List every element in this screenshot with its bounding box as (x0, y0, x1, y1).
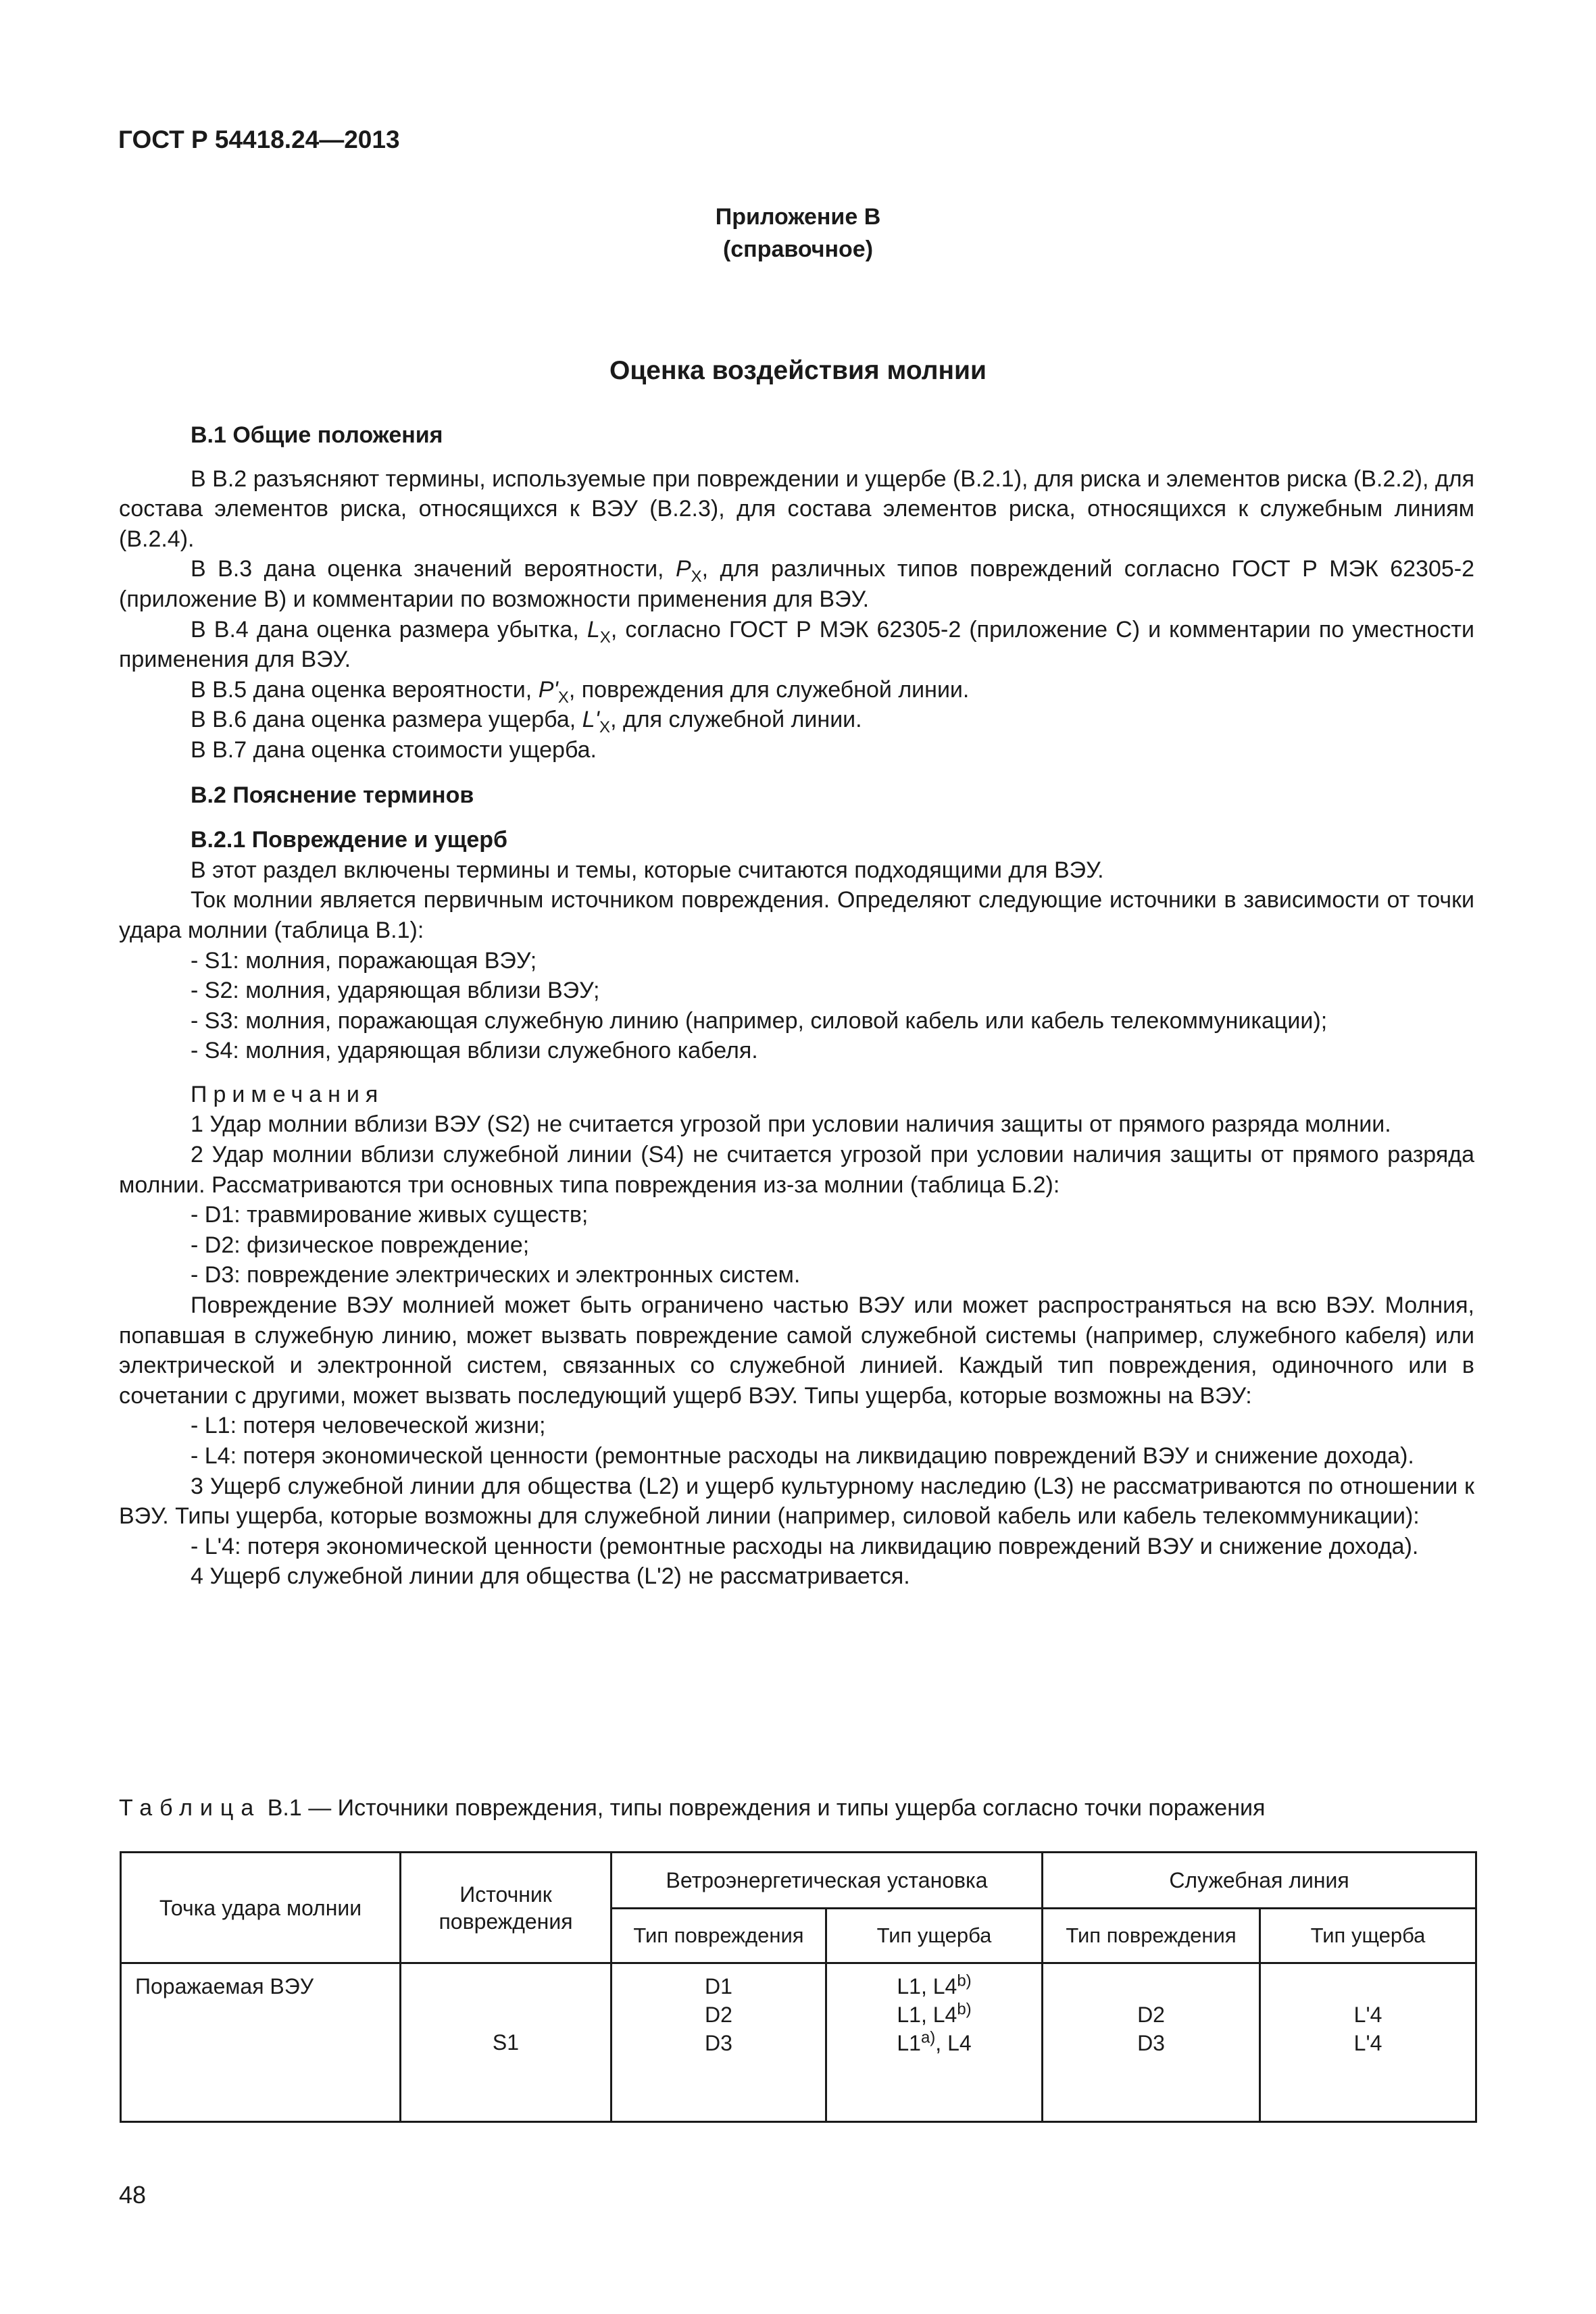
table-caption-label: Таблица (119, 1795, 261, 1821)
list-item: - S1: молния, поражающая ВЭУ; (191, 947, 537, 974)
table-cell-line-damage: D2 D3 (1043, 1963, 1260, 2122)
list-item: - D2: физическое повреждение; (191, 1232, 530, 1258)
list-item: - S3: молния, поражающая служебную линию (например, силовой кабель или кабель телекоммуникации); (191, 1007, 1328, 1034)
paragraph: В этот раздел включены термины и темы, которые считаются подходящими для ВЭУ. (191, 857, 1104, 883)
section-heading-b2: В.2 Пояснение терминов (191, 782, 474, 808)
column-header-loss-type: Тип ущерба (1260, 1909, 1476, 1963)
notes-label: Примечания (191, 1081, 384, 1107)
paragraph: В В.5 дана оценка вероятности, $P'_X$, повреждения для служебной линии. (191, 676, 970, 707)
damage-sources-table (120, 1851, 1477, 2123)
table-cell-wtg-loss: L1, L4$^{b)}$ L1, L4$^{b)}$ L1$^{a)}$, L4 (826, 1963, 1043, 2122)
column-header-service-line: Служебная линия (1043, 1853, 1476, 1909)
column-header-source: Источник повреждения (401, 1853, 612, 1963)
note: 2 Удар молнии вблизи служебной линии (S4) не считается угрозой при условии наличия защиты от прямого разряда молнии. Рассматриваются три основных типа повреждения из-за молнии (таблица Б.2): (119, 1142, 1474, 1198)
paragraph: Повреждение ВЭУ молнией может быть ограничено частью ВЭУ или может распространяться на всю ВЭУ. Молния, попавшая в служебную линию, может вызвать повреждение самой служебной системы (например, служебного кабеля) или электрической и электронной систем, связанных со служебной линией. Каждый тип повреждения, одиночного или в сочетании с другими, может вызвать последующий ущерб ВЭУ. Типы ущерба, которые возможны на ВЭУ: (119, 1292, 1474, 1409)
table-cell-wtg-damage: D1 D2 D3 (612, 1963, 826, 2122)
page-title: Оценка воздействия молнии (609, 356, 987, 385)
section-heading-b1: В.1 Общие положения (191, 422, 443, 448)
page-number: 48 (119, 2181, 147, 2209)
column-header-damage-type: Тип повреждения (612, 1909, 826, 1963)
table-cell-source: S1 (401, 1963, 612, 2122)
column-header-wtg: Ветроэнергетическая установка (612, 1853, 1043, 1909)
table-cell-point: Поражаемая ВЭУ (121, 1963, 401, 2122)
table-cell-line-loss: L'4 L'4 (1260, 1963, 1476, 2122)
list-item: - D3: повреждение электрических и электронных систем. (191, 1262, 801, 1288)
list-item: - S2: молния, ударяющая вблизи ВЭУ; (191, 978, 600, 1004)
note: 4 Ущерб служебной линии для общества (L'2) не рассматривается. (191, 1563, 910, 1590)
paragraph: В В.6 дана оценка размера ущерба, $L'_X$, для служебной линии. (191, 707, 862, 737)
paragraph: В В.4 дана оценка размера убытка, $L_X$, согласно ГОСТ Р МЭК 62305-2 (приложение С) и комментарии по уместности применения для ВЭУ. (119, 616, 1474, 673)
list-item: - L'4: потеря экономической ценности (ремонтные расходы на ликвидацию повреждений ВЭУ и снижение дохода). (191, 1533, 1419, 1559)
list-item: - D1: травмирование живых существ; (191, 1202, 589, 1228)
document-header: ГОСТ Р 54418.24—2013 (118, 126, 400, 153)
note: 1 Удар молнии вблизи ВЭУ (S2) не считается угрозой при условии наличия защиты от прямого разряда молнии. (191, 1111, 1391, 1138)
table-caption (119, 1795, 1474, 1821)
column-header-strike-point: Точка удара молнии (121, 1853, 401, 1963)
table-caption-text: В.1 — Источники повреждения, типы повреждения и типы ущерба согласно точки поражения (261, 1795, 1266, 1821)
appendix-type: (справочное) (722, 236, 874, 262)
column-header-damage-type: Тип повреждения (1043, 1909, 1260, 1963)
appendix-title: Приложение В (715, 204, 881, 230)
table-row (121, 1963, 1476, 2122)
section-heading-b21: В.2.1 Повреждение и ущерб (191, 827, 508, 853)
paragraph: В В.3 дана оценка значений вероятности, $P_X$, для различных типов повреждений согласно ГОСТ Р МЭК 62305-2 (приложение В) и комментарии по возможности применения для ВЭУ. (119, 556, 1474, 612)
document-body (119, 420, 1474, 1592)
list-item: - S4: молния, ударяющая вблизи служебного кабеля. (191, 1038, 758, 1064)
note: 3 Ущерб служебной линии для общества (L2) и ущерб культурному наследию (L3) не рассматриваются по отношении к ВЭУ. Типы ущерба, которые возможны для служебной линии (например, силовой кабель или кабель телекоммуникации): (119, 1473, 1474, 1530)
column-header-loss-type: Тип ущерба (826, 1909, 1043, 1963)
paragraph: В В.2 разъясняют термины, используемые при повреждении и ущербе (В.2.1), для риска и элементов риска (В.2.2), для состава элементов риска, относящихся к ВЭУ (В.2.3), для состава элементов риска, относящихся к служебным линиям (В.2.4). (119, 466, 1474, 552)
list-item: - L1: потеря человеческой жизни; (191, 1413, 546, 1439)
list-item: - L4: потеря экономической ценности (ремонтные расходы на ликвидацию повреждений ВЭУ и снижение дохода). (191, 1443, 1414, 1469)
paragraph: Ток молнии является первичным источником повреждения. Определяют следующие источники в зависимости от точки удара молнии (таблица В.1): (119, 887, 1474, 943)
paragraph: В В.7 дана оценка стоимости ущерба. (191, 736, 597, 763)
